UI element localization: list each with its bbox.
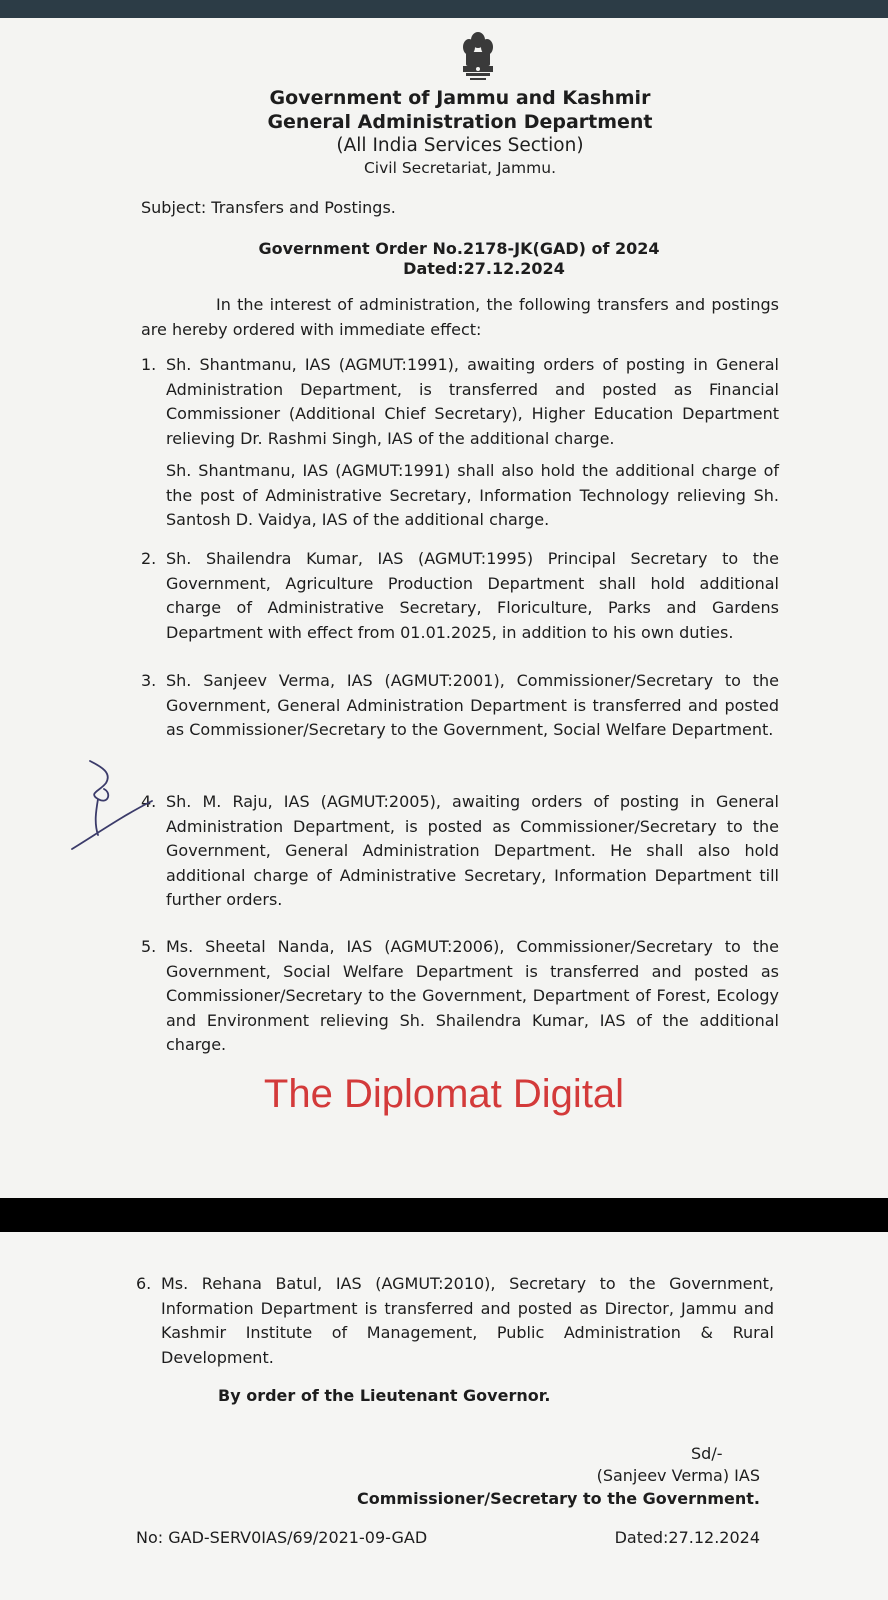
item-text: Sh. M. Raju, IAS (AGMUT:2005), awaiting orders of posting in General Administration Department, is posted as Commissioner/Secretary to the Government, General Administration Department. He shall also hold additional charge of Administrative Secretary, Information Department till further orders. [166, 792, 779, 909]
item-text: Sh. Shantmanu, IAS (AGMUT:1991), awaiting orders of posting in General Administration Department, is transferred and posted as Financial Commissioner (Additional Chief Secretary), Higher Education Department relieving Dr. Rashmi Singh, IAS of the additional charge. [166, 355, 779, 448]
list-item [136, 1272, 774, 1370]
by-order-line: By order of the Lieutenant Governor. [218, 1386, 551, 1405]
handwritten-initials-icon [68, 753, 163, 873]
list-item [141, 459, 779, 533]
header-section: (All India Services Section) [336, 135, 584, 156]
signer-designation: Commissioner/Secretary to the Government. [357, 1489, 760, 1508]
document-page-1 [0, 18, 888, 1198]
item-number: 5. [141, 937, 157, 956]
signature-sd: Sd/- [691, 1444, 723, 1463]
state-emblem-icon [458, 30, 498, 92]
item-number: 6. [136, 1274, 152, 1293]
intro-paragraph: In the interest of administration, the following transfers and postings are hereby ordered with immediate effect: [141, 295, 779, 339]
list-item [141, 935, 779, 1058]
reference-number: No: GAD-SERV0IAS/69/2021-09-GAD [136, 1528, 428, 1547]
item-number: 3. [141, 671, 157, 690]
item-number: 1. [141, 355, 157, 374]
page-gap [0, 1198, 888, 1232]
item-text: Sh. Shantmanu, IAS (AGMUT:1991) shall also hold the additional charge of the post of Administrative Secretary, Information Technology relieving Sh. Santosh D. Vaidya, IAS of the additional charge. [166, 461, 779, 529]
top-bar [0, 0, 888, 18]
subject-line: Subject: Transfers and Postings. [141, 198, 396, 217]
order-date: Dated:27.12.2024 [403, 259, 565, 278]
header-location: Civil Secretariat, Jammu. [363, 159, 556, 177]
signer-name: (Sanjeev Verma) IAS [596, 1466, 760, 1485]
document-page-2 [0, 1232, 888, 1600]
list-item [141, 353, 779, 451]
item-text: Sh. Shailendra Kumar, IAS (AGMUT:1995) Principal Secretary to the Government, Agriculture Production Department shall hold additional charge of Administrative Secretary, Floriculture, Parks and Gardens Department with effect from 01.01.2025, in addition to his own duties. [166, 549, 779, 642]
item-text: Ms. Sheetal Nanda, IAS (AGMUT:2006), Commissioner/Secretary to the Government, Social Welfare Department is transferred and posted as Commissioner/Secretary to the Government, Department of Forest, Ecology and Environment relieving Sh. Shailendra Kumar, IAS of the additional charge. [166, 937, 779, 1054]
order-number: Government Order No.2178-JK(GAD) of 2024 [258, 239, 660, 258]
item-number: 2. [141, 549, 157, 568]
watermark-text: The Diplomat Digital [263, 1072, 625, 1116]
item-number: 4. [141, 792, 157, 811]
header-government: Government of Jammu and Kashmir [269, 87, 651, 109]
item-text: Ms. Rehana Batul, IAS (AGMUT:2010), Secretary to the Government, Information Department is transferred and posted as Director, Jammu and Kashmir Institute of Management, Public Administration & Rural Development. [161, 1274, 774, 1367]
list-item [141, 790, 779, 913]
header-department: General Administration Department [267, 111, 653, 133]
list-item [141, 547, 779, 645]
list-item [141, 669, 779, 743]
reference-date: Dated:27.12.2024 [614, 1528, 760, 1547]
item-text: Sh. Sanjeev Verma, IAS (AGMUT:2001), Commissioner/Secretary to the Government, General Administration Department is transferred and posted as Commissioner/Secretary to the Government, Social Welfare Department. [166, 671, 779, 739]
